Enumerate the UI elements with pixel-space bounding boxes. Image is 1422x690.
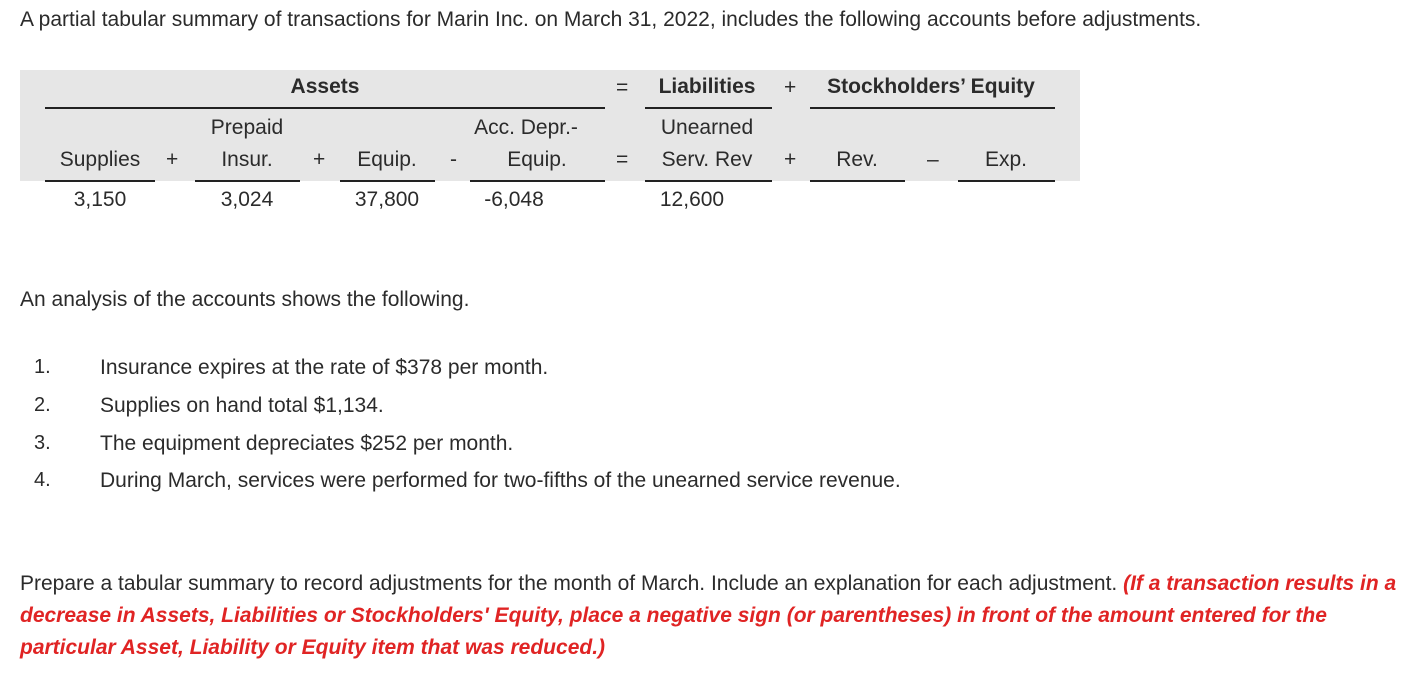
instructions-paragraph bbox=[20, 568, 1410, 664]
exp-underline bbox=[958, 180, 1055, 182]
minus-sign: – bbox=[927, 148, 939, 171]
plus-sign: + bbox=[784, 76, 797, 99]
stockholders-equity-header: Stockholders’ Equity bbox=[827, 75, 1035, 98]
list-item-number: 3. bbox=[34, 432, 51, 454]
unearned-header-top: Unearned bbox=[660, 116, 754, 139]
liabilities-underline bbox=[645, 107, 772, 109]
assets-underline bbox=[45, 107, 605, 109]
unearned-value: 12,600 bbox=[659, 188, 725, 211]
plus-sign: + bbox=[313, 148, 326, 171]
supplies-value: 3,150 bbox=[73, 188, 127, 211]
list-item: The equipment depreciates $252 per month. bbox=[100, 432, 514, 455]
analysis-intro: An analysis of the accounts shows the following. bbox=[20, 288, 470, 311]
exp-header: Exp. bbox=[984, 148, 1028, 171]
minus-sign: - bbox=[450, 148, 457, 171]
acc-depr-value: -6,048 bbox=[484, 188, 544, 211]
equals-sign: = bbox=[616, 148, 629, 171]
equals-sign: = bbox=[616, 76, 629, 99]
supplies-header: Supplies bbox=[59, 148, 141, 171]
acc-depr-header-top: Acc. Depr.- bbox=[474, 116, 578, 139]
rev-underline bbox=[810, 180, 905, 182]
list-item-number: 1. bbox=[34, 356, 51, 378]
list-item: Insurance expires at the rate of $378 per month. bbox=[100, 356, 549, 379]
assets-header: Assets bbox=[290, 75, 360, 98]
list-item: Supplies on hand total $1,134. bbox=[100, 394, 384, 417]
list-item: During March, services were performed for two-fifths of the unearned service revenue. bbox=[100, 469, 901, 492]
equip-header: Equip. bbox=[357, 148, 417, 171]
unearned-header-bottom: Serv. Rev bbox=[661, 148, 753, 171]
plus-sign: + bbox=[784, 148, 797, 171]
intro-text: A partial tabular summary of transactions for Marin Inc. on March 31, 2022, includes the following accounts before adjustments. bbox=[20, 8, 1202, 31]
liabilities-header: Liabilities bbox=[658, 75, 756, 98]
list-item-number: 2. bbox=[34, 394, 51, 416]
plus-sign: + bbox=[166, 148, 179, 171]
list-item-number: 4. bbox=[34, 469, 51, 491]
acc-depr-underline bbox=[470, 180, 605, 182]
prepaid-header-top: Prepaid bbox=[210, 116, 284, 139]
rev-header: Rev. bbox=[836, 148, 878, 171]
prepaid-underline bbox=[195, 180, 300, 182]
equip-value: 37,800 bbox=[354, 188, 420, 211]
prepaid-header-bottom: Insur. bbox=[221, 148, 273, 171]
prepare-text: Prepare a tabular summary to record adjustments for the month of March. Include an explanation for each adjustment. bbox=[20, 572, 1118, 595]
equip-underline bbox=[340, 180, 435, 182]
prepaid-value: 3,024 bbox=[220, 188, 274, 211]
supplies-underline bbox=[45, 180, 155, 182]
negative-sign-instruction: (If a transaction results in a decrease in Assets, Liabilities or Stockholders' Equity, place a negative sign (or parentheses) in front of the amount entered for the particular Asset, Liability or Equity item that was reduced.) bbox=[20, 572, 1397, 659]
equity-underline bbox=[810, 107, 1055, 109]
acc-depr-header-bottom: Equip. bbox=[507, 148, 567, 171]
unearned-underline bbox=[645, 180, 772, 182]
